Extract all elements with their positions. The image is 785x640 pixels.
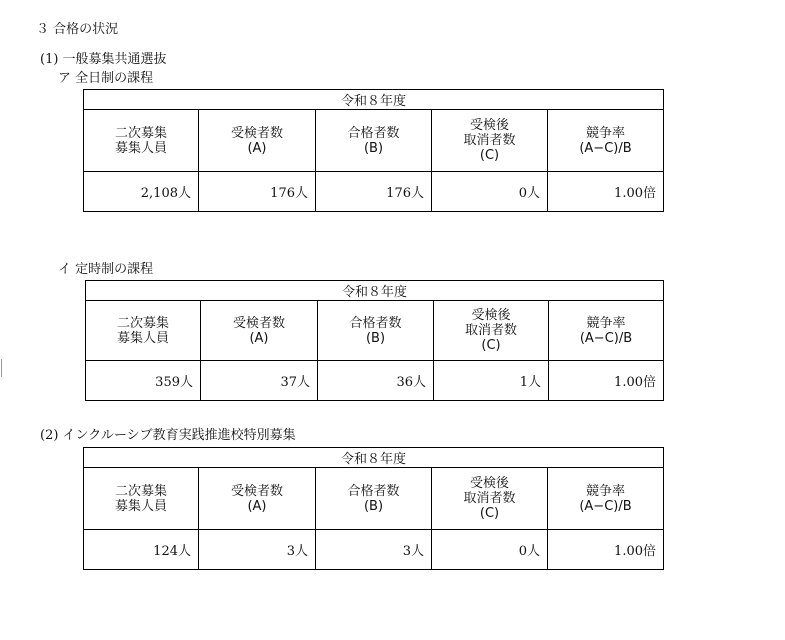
value-examinees: 3人 — [199, 530, 316, 570]
value-cancelled: 1人 — [434, 361, 549, 401]
header-competition-rate: 競争率 (A−C)/B — [549, 301, 664, 361]
value-cancelled: 0人 — [432, 172, 548, 212]
year-caption: 令和８年度 — [84, 90, 664, 110]
header-cancelled: 受検後 取消者数 (C) — [432, 468, 548, 530]
value-examinees: 176人 — [199, 172, 316, 212]
value-passed: 176人 — [316, 172, 432, 212]
subsection-title-inclusive: (2) インクルーシブ教育実践推進校特別募集 — [40, 428, 296, 443]
header-passed: 合格者数 (B) — [316, 468, 432, 530]
year-caption: 令和８年度 — [84, 448, 664, 468]
results-table-fulltime — [83, 89, 664, 212]
value-recruitment: 2,108人 — [84, 172, 199, 212]
value-passed: 3人 — [316, 530, 432, 570]
header-cancelled: 受検後 取消者数 (C) — [432, 110, 548, 172]
header-competition-rate: 競争率 (A−C)/B — [548, 110, 664, 172]
results-table-inclusive — [83, 447, 664, 570]
value-recruitment: 359人 — [86, 361, 201, 401]
header-passed: 合格者数 (B) — [318, 301, 434, 361]
header-examinees: 受検者数 (A) — [201, 301, 318, 361]
results-table-parttime — [85, 280, 664, 401]
table-label-fulltime: ア 全日制の課程 — [58, 71, 154, 86]
value-competition-rate: 1.00倍 — [549, 361, 664, 401]
page-edge-mark — [1, 359, 2, 377]
header-recruitment: 二次募集 募集人員 — [86, 301, 201, 361]
year-caption: 令和８年度 — [86, 281, 664, 301]
subsection-title-general: (1) 一般募集共通選抜 — [40, 52, 167, 67]
value-examinees: 37人 — [201, 361, 318, 401]
value-recruitment: 124人 — [84, 530, 199, 570]
value-passed: 36人 — [318, 361, 434, 401]
section-title: ３ 合格の状況 — [36, 22, 119, 37]
header-competition-rate: 競争率 (A−C)/B — [548, 468, 664, 530]
header-examinees: 受検者数 (A) — [199, 468, 316, 530]
header-passed: 合格者数 (B) — [316, 110, 432, 172]
header-cancelled: 受検後 取消者数 (C) — [434, 301, 549, 361]
table-label-parttime: イ 定時制の課程 — [58, 262, 154, 277]
value-cancelled: 0人 — [432, 530, 548, 570]
value-competition-rate: 1.00倍 — [548, 172, 664, 212]
value-competition-rate: 1.00倍 — [548, 530, 664, 570]
header-recruitment: 二次募集 募集人員 — [84, 110, 199, 172]
header-examinees: 受検者数 (A) — [199, 110, 316, 172]
header-recruitment: 二次募集 募集人員 — [84, 468, 199, 530]
